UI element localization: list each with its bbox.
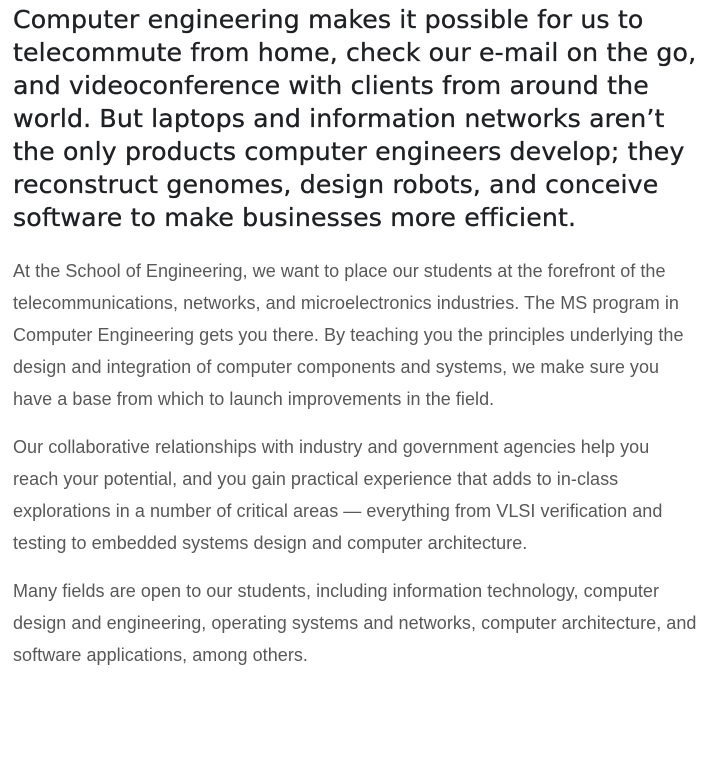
body-paragraph-relationships: Our collaborative relationships with industry and government agencies help you reach your potential, and you gain practical experience that adds to in-class explorations in a number of critical areas — everything from VLSI verification and testing to embedded systems design and computer architecture. bbox=[13, 437, 663, 553]
lead-paragraph: Computer engineering makes it possible for us to telecommute from home, check our e-mail on the go, and videoconference with clients from around the world. But laptops and information networks aren’t the only products computer engineers develop; they reconstruct genomes, design robots, and conceive software to make businesses more efficient. bbox=[13, 5, 697, 232]
article-content bbox=[13, 0, 698, 671]
body-paragraph-intro: At the School of Engineering, we want to place our students at the forefront of the telecommunications, networks, and microelectronics industries. The MS program in Computer Engineering gets you there. By teaching you the principles underlying the design and integration of computer components and systems, we make sure you have a base from which to launch improvements in the field. bbox=[13, 261, 684, 409]
body-paragraph-fields: Many fields are open to our students, including information technology, computer design and engineering, operating systems and networks, computer architecture, and software applications, among others. bbox=[13, 581, 697, 665]
